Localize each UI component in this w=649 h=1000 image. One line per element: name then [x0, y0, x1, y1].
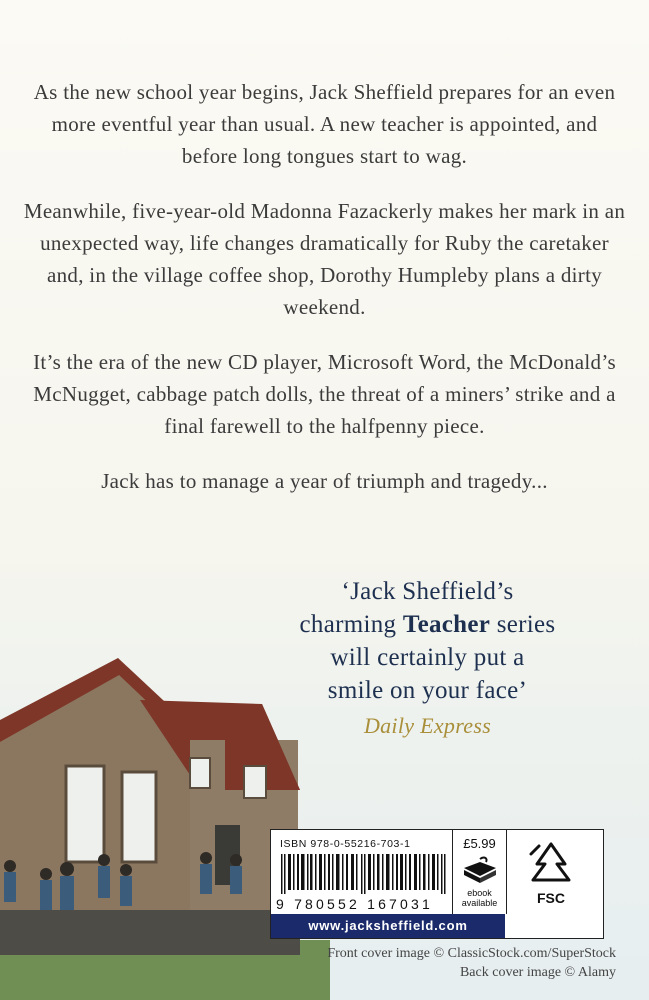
blurb-paragraph-4: Jack has to manage a year of triumph and tragedy... [101, 469, 548, 493]
front-cover-credit: Front cover image © ClassicStock.com/SuperStock [327, 946, 616, 961]
quote-line-2 [250, 608, 605, 641]
price: £5.99 [463, 836, 496, 851]
quote-line-2-post: series [490, 611, 556, 638]
ebook-line-2: available [461, 898, 498, 908]
barcode [281, 854, 446, 894]
quote-series-name: Teacher [402, 611, 491, 638]
quote-line-3: will certainly put a [330, 644, 525, 671]
barcode-panel [270, 829, 604, 939]
ebook-icon [462, 856, 498, 884]
fsc-tree-icon [527, 840, 575, 886]
back-cover-blurb [22, 76, 627, 520]
price-cell [452, 830, 507, 914]
ebook-label [453, 888, 506, 908]
blurb-paragraph-3: It’s the era of the new CD player, Microsoft Word, the McDonald’s McNugget, cabbage patch dolls, the threat of a miners’ strike and a final farewell to the halfpenny piece. [33, 350, 616, 438]
blurb-paragraph-1: As the new school year begins, Jack Sheffield prepares for an even more eventful year than usual. A new teacher is appointed, and before long tongues start to wag. [33, 80, 616, 168]
quote-source: Daily Express [363, 713, 492, 738]
back-cover-credit: Back cover image © Alamy [459, 965, 616, 980]
quote-line-1: ‘Jack Sheffield’s [341, 578, 514, 605]
isbn-number: ISBN 978-0-55216-703-1 [280, 838, 411, 850]
ebook-line-1: ebook [467, 888, 492, 898]
fsc-label: FSC [537, 890, 565, 906]
quote-line-4: smile on your face’ [327, 677, 528, 704]
blurb-paragraph-2: Meanwhile, five-year-old Madonna Fazackerly makes her mark in an unexpected way, life changes dramatically for Ruby the caretaker and, in the village coffee shop, Dorothy Humpleby plans a dirty weekend. [23, 199, 626, 319]
barcode-digits: 9 780552 167031 [276, 896, 433, 912]
image-credits [256, 944, 616, 982]
website-link[interactable]: www.jacksheffield.com [271, 914, 505, 938]
quote-line-2-pre: charming [299, 611, 403, 638]
